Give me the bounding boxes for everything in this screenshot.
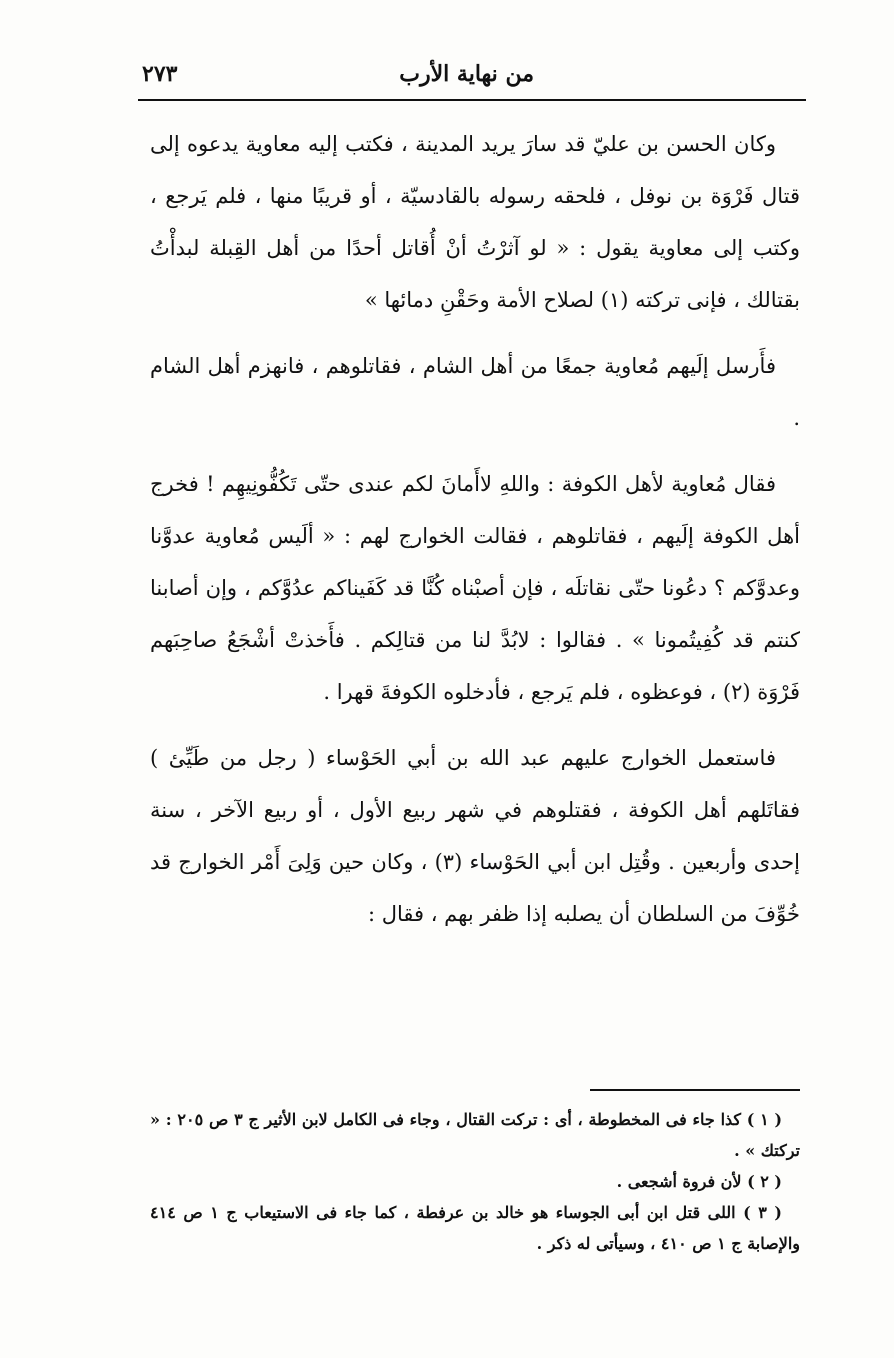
running-title: من نهاية الأرب — [399, 61, 534, 87]
footnotes — [150, 1104, 800, 1259]
paragraph-1: وكان الحسن بن عليّ قد سارَ يريد المدينة ، فكتب إليه معاوية يدعوه إلى قتال فَرْوَة بن نوفل ، فلحقه رسوله بالقادسيّة ، أو قريبًا منها ، فلم يَرجع ، وكتب إلى معاوية يقول : « لو آثرْتُ أنْ أُقاتل أحدًا من أهل القِبلة لبدأْتُ بقتالك ، فإنى تركته (١) لصلاح الأمة وحَقْنِ دمائها » — [150, 132, 800, 312]
main-text — [150, 118, 800, 954]
running-header — [138, 55, 806, 99]
header-rule — [138, 99, 806, 101]
paragraph-4: فاستعمل الخوارج عليهم عبد الله بن أبي الحَوْساء ( رجل من طَيِّئ ) فقاتَلهم أهل الكوفة ، فقتلوهم في شهر ربيع الأول ، أو ربيع الآخر ، سنة إحدى وأربعين . وقُتِل ابن أبي الحَوْساء (٣) ، وكان حين وَلِىَ أَمْر الخوارج قد خُوِّفَ من السلطان أن يصلبه إذا ظفر بهم ، فقال : — [150, 746, 800, 926]
footnote-2: ( ٢ ) لأن فروة أشجعى . — [616, 1172, 782, 1191]
footnote-1: ( ١ ) كذا جاء فى المخطوطة ، أى : تركت القتال ، وجاء فى الكامل لابن الأثير ج ٣ ص ٢٠٥ : « تركتك » . — [150, 1110, 800, 1160]
page-number: ٢٧٣ — [142, 61, 178, 87]
paragraph-3: فقال مُعاوية لأهل الكوفة : واللهِ لاأَمانَ لكم عندى حتّى تَكُفُّونِيهِم ! فخرج أهل الكوفة إلَيهم ، فقاتلوهم ، فقالت الخوارج لهم : « ألَيس مُعاوية عدوَّنا وعدوَّكم ؟ دعُونا حتّى نقاتلَه ، فإن أصبْناه كُنَّا قد كَفَيناكم عدُوَّكم ، وإن أصابنا كنتم قد كُفِيتُمونا » . فقالوا : لابُدَّ لنا من قتالِكم . فأَخذتْ أشْجَعُ صاحِبَهم فَرْوَة (٢) ، فوعظوه ، فلم يَرجع ، فأدخلوه الكوفةَ قهرا . — [150, 472, 800, 704]
footnote-3: ( ٣ ) اللى قتل ابن أبى الجوساء هو خالد بن عرفطة ، كما جاء فى الاستيعاب ج ١ ص ٤١٤ والإصابة ج ١ ص ٤١٠ ، وسيأتى له ذكر . — [150, 1203, 800, 1253]
footnote-rule — [590, 1089, 800, 1091]
paragraph-2: فأَرسل إلَيهم مُعاوية جمعًا من أهل الشام ، فقاتلوهم ، فانهزم أهل الشام . — [150, 354, 800, 430]
